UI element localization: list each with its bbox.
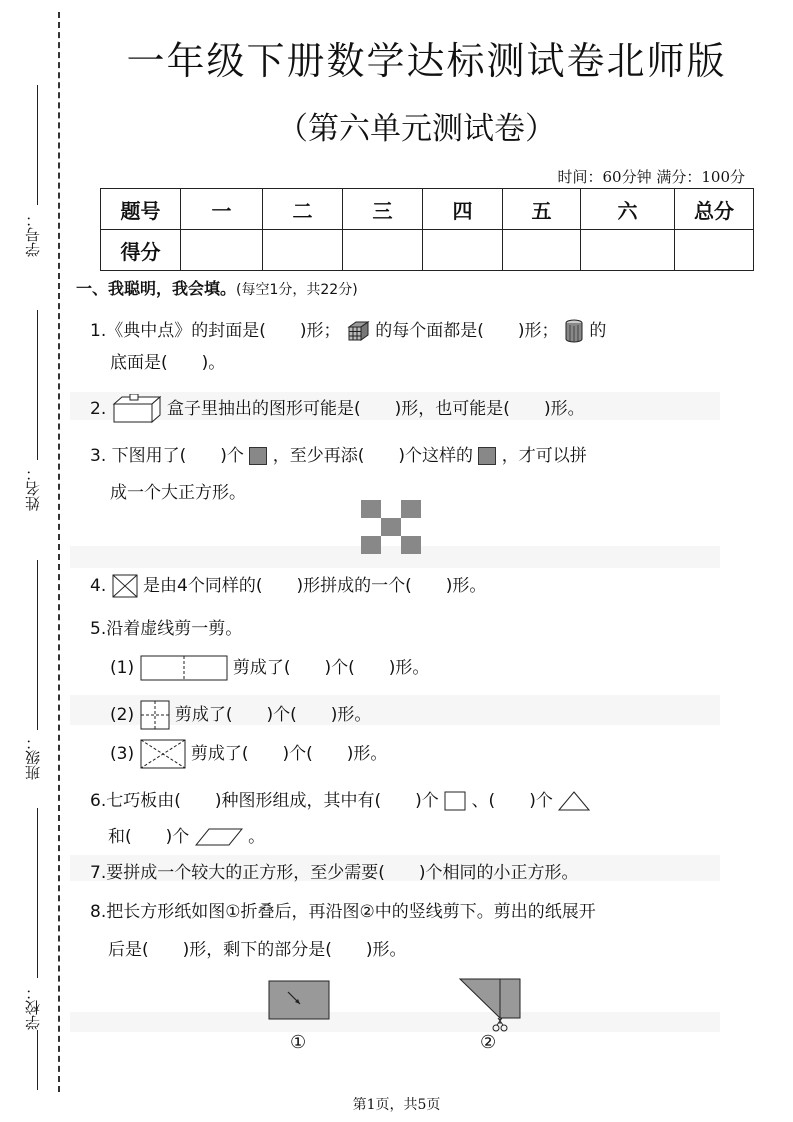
page-footer: 第1页，共5页 [352,1097,441,1113]
time-score-info: 时间：60分钟 满分：100分 [557,168,745,186]
square-cross-cut-figure [140,700,170,730]
shaded-band [70,1012,720,1032]
name-line [37,310,38,460]
score-input-cell[interactable] [263,230,343,271]
binding-dashed-line [58,12,60,1092]
folded-paper-figure-2 [458,978,524,1034]
question-3-line-1 [90,441,587,466]
score-cell: 二 [263,189,343,230]
school-line [37,808,38,978]
question-6-line-1 [90,786,590,811]
name-label: 姓名： [24,466,42,511]
q2-text: 盒子里抽出的图形可能是( )形，也可能是( )形。 [167,399,585,419]
q3-text-b: ，至少再添( )个这样的 [272,446,473,466]
q1-text-b: 的每个面都是( )形； [375,321,559,341]
box-icon [112,394,162,424]
score-input-cell[interactable] [181,230,263,271]
q1-text-c: 的 [589,321,607,341]
score-cell: 总分 [675,189,754,230]
score-cell: 四 [423,189,503,230]
square-outline-icon [444,791,466,811]
score-input-cell[interactable] [423,230,503,271]
question-2 [90,394,585,424]
question-4 [90,571,486,598]
page-subtitle: （第六单元测试卷） [277,111,556,147]
q3-text-c: ，才可以拼 [501,446,587,466]
school-label: 学校： [24,985,42,1030]
q5-2-text: 剪成了( )个( )形。 [174,705,372,725]
class-line [37,560,38,730]
school-line-lower [37,1030,38,1090]
q6-text-a: 6.七巧板由( )种图形组成，其中有( )个 [90,791,439,811]
q6-text-c: 和( )个 [108,827,190,847]
q6-text-b: 、( )个 [471,791,553,811]
score-cell: 五 [503,189,581,230]
q5-1-text: 剪成了( )个( )形。 [232,658,430,678]
score-input-cell[interactable] [343,230,423,271]
figure-1-label: ① [290,1032,307,1053]
q2-number: 2. [90,399,107,419]
folded-paper-figure-1 [268,980,330,1020]
triangle-outline-icon [558,791,590,811]
score-table-score-row [101,230,754,271]
score-cell: 三 [343,189,423,230]
parallelogram-outline-icon [195,828,243,846]
student-id-label: 学号： [24,212,42,257]
q5-3-label: (3) [110,744,135,764]
crossed-square-icon [112,574,138,598]
question-5-part-2 [110,700,371,730]
q3-text-a: 3. 下图用了( )个 [90,446,244,466]
question-8-line-2: 后是( )形，剩下的部分是( )形。 [108,940,407,960]
rubiks-cube-icon [346,319,370,343]
class-label: 班级： [24,735,42,780]
question-1-line-2: 底面是( )。 [110,353,226,373]
section-heading [76,276,358,299]
question-7: 7.要拼成一个较大的正方形，至少需要( )个相同的小正方形。 [90,863,579,883]
question-6-line-2 [108,822,265,847]
question-1-line-1 [90,316,606,344]
q5-3-text: 剪成了( )个( )形。 [190,744,388,764]
question-5-part-3 [110,739,387,769]
q1-text-a: 1.《典中点》的封面是( )形； [90,321,341,341]
q6-text-d: 。 [248,827,266,847]
score-table [100,188,754,271]
score-input-cell[interactable] [581,230,675,271]
score-input-cell[interactable] [675,230,754,271]
rectangle-vertical-cut-figure [140,655,228,681]
score-input-cell[interactable] [503,230,581,271]
q4-number: 4. [90,576,107,596]
page-title: 一年级下册数学达标测试卷北师版 [126,39,727,83]
score-cell: 六 [581,189,675,230]
gray-square-icon [249,447,267,465]
figure-2-label: ② [480,1032,497,1053]
score-cell: 一 [181,189,263,230]
question-5-part-1 [110,653,429,681]
score-cell: 题号 [101,189,181,230]
gray-square-icon [478,447,496,465]
q5-1-label: (1) [110,658,135,678]
question-8-line-1: 8.把长方形纸如图①折叠后，再沿图②中的竖线剪下。剪出的纸展开 [90,902,596,922]
question-3-line-2: 成一个大正方形。 [110,483,246,503]
section-note: (每空1分，共22分) [236,282,358,298]
rectangle-diagonal-cut-figure [140,739,186,769]
score-row-label: 得分 [101,230,181,271]
checkerboard-figure [360,499,422,555]
cylinder-cup-icon [564,318,584,344]
score-table-header-row [101,189,754,230]
q5-2-label: (2) [110,705,135,725]
section-title: 一、我聪明，我会填。 [76,279,237,298]
q4-text: 是由4个同样的( )形拼成的一个( )形。 [143,576,487,596]
question-5: 5.沿着虚线剪一剪。 [90,619,243,639]
